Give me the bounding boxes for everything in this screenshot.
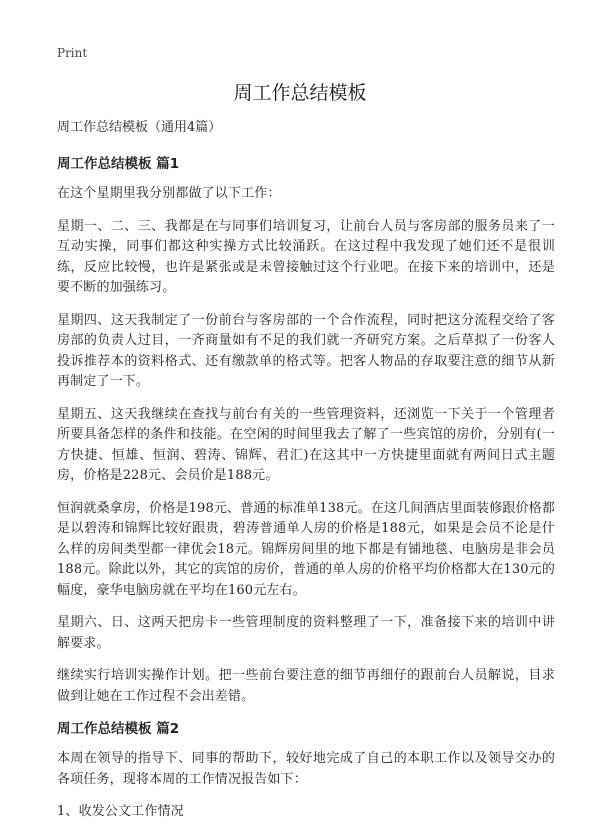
- paragraph: 1、收发公文工作情况: [57, 804, 184, 819]
- paragraph: 本周在领导的指导下、同事的帮助下，较好地完成了自己的本职工作以及领导交办的各项任务，现将本周的工作情况报告如下：: [57, 751, 555, 787]
- paragraph: 星期四、这天我制定了一份前台与客房部的一个合作流程，同时把这分流程交给了客房部的负责人过目，一齐商量如有不足的我们就一齐研究方案。之后草拟了一份客人投诉推荐本的资料格式、还有缴款单的格式等。把客人物品的存取要注意的细节从新再制定了一下。: [57, 312, 555, 389]
- document-subtitle: 周工作总结模板（通用4篇）: [57, 120, 222, 135]
- paragraph: 星期一、二、三、我都是在与同事们培训复习，让前台人员与客房部的服务员来了一互动实操，同事们都这种实操方式比较涌跃。在这过程中我发现了她们还不是很训练，反应比较慢，也许是紧张或是未曾接触过这个行业吧。在接下来的培训中，还是要不断的加强练习。: [57, 218, 555, 295]
- page-title: 周工作总结模板: [233, 82, 367, 104]
- print-label: Print: [57, 46, 88, 60]
- paragraph: 星期六、日、这两天把房卡一些管理制度的资料整理了一下，准备接下来的培训中讲解要求。: [57, 615, 555, 651]
- paragraph: 在这个星期里我分别都做了以下工作：: [57, 186, 281, 201]
- document-body: [57, 118, 555, 835]
- section-heading-2: 周工作总结模板 篇2: [57, 721, 180, 737]
- paragraph: 继续实行培训实操作计划。把一些前台要注意的细节再细仔的跟前台人员解说，目求做到让她在工作过程不会出差错。: [57, 668, 555, 704]
- paragraph: 恒润就桑拿房，价格是198元、普通的标准单138元。在这几间酒店里面装修跟价格都是以碧涛和锦辉比较好跟贵，碧涛普通单人房的价格是188元，如果是会员不论是什么样的房间类型都一律优会18元。锦辉房间里的地下都是有铺地毯、电脑房是非会员188元。除此以外，其它的宾馆的房价，普通的单人房的价格平均价格都大在130元的幅度，豪华电脑房就在平均在160元左右。: [57, 500, 555, 598]
- paragraph: 星期五、这天我继续在查找与前台有关的一些管理资料，还浏览一下关于一个管理者所要具备怎样的条件和技能。在空闲的时间里我去了解了一些宾馆的房价，分别有(一方快捷、恒雄、恒润、碧涛、锦辉、君汇)在这其中一方快捷里面就有两间日式主题房，价格是228元、会员价是188元。: [57, 406, 555, 483]
- section-heading-1: 周工作总结模板 篇1: [57, 156, 180, 172]
